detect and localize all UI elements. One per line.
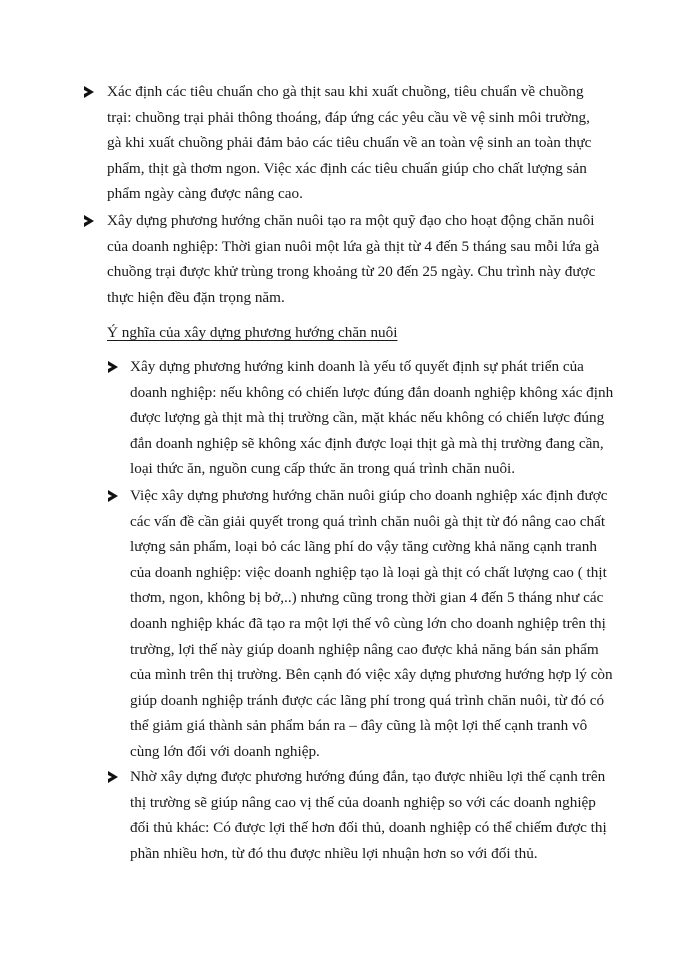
arrow-bullet-icon [108, 771, 118, 783]
arrow-bullet-icon [108, 361, 118, 373]
list-item: Nhờ xây dựng được phương hướng đúng đắn, tạo được nhiều lợi thế cạnh trên thị trường sẽ giúp nâng cao vị thế của doanh nghiệp so với các doanh nghiệp đối thủ khác: Có được lợi thế hơn đối thủ, doanh nghiệp có thể chiếm được thị phần nhiều hơn, từ đó thu được nhiều lợi nhuận hơn so với đối thủ. [130, 768, 607, 862]
arrow-bullet-icon [84, 86, 94, 98]
section-heading: Ý nghĩa của xây dựng phương hướng chăn nuôi [107, 324, 398, 341]
arrow-bullet-icon [108, 490, 118, 502]
list-item: Việc xây dựng phương hướng chăn nuôi giúp cho doanh nghiệp xác định được các vấn đề cần giải quyết trong quá trình chăn nuôi gà thịt từ đó nâng cao chất lượng sản phẩm, loại bỏ các lãng phí do vậy tăng cường khả năng cạnh tranh của doanh nghiệp: việc doanh nghiệp tạo là loại gà thịt có chất lượng cao ( thịt thơm, ngon, không bị bở,..) nhưng cũng trong thời gian 4 đến 5 tháng như các doanh nghiệp khác đã tạo ra một lợi thế vô cùng lớn cho doanh nghiệp trên thị trường, lợi thế này giúp doanh nghiệp nâng cao được khả năng bán sản phẩm của mình trên thị trường. Bên cạnh đó việc xây dựng phương hướng hợp lý còn giúp doanh nghiệp tránh được các lãng phí trong quá trình chăn nuôi, từ đó có thể giảm giá thành sản phẩm bán ra – đây cũng là một lợi thế cạnh tranh vô cùng lớn đối với doanh nghiệp. [130, 487, 613, 760]
list-item: Xác định các tiêu chuẩn cho gà thịt sau khi xuất chuồng, tiêu chuẩn về chuồng trại: chuồng trại phải thông thoáng, đáp ứng các yêu cầu về vệ sinh môi trường, gà khi xuất chuồng phải đảm bảo các tiêu chuẩn về an toàn vệ sinh an toàn thực phẩm, thịt gà thơm ngon. Việc xác định các tiêu chuẩn giúp cho chất lượng sản phẩm ngày càng được nâng cao. [107, 83, 592, 203]
list-item: Xây dựng phương hướng chăn nuôi tạo ra một quỹ đạo cho hoạt động chăn nuôi của doanh nghiệp: Thời gian nuôi một lứa gà thịt từ 4 đến 5 tháng sau mỗi lứa gà chuồng trại được khử trùng trong khoảng từ 20 đến 25 ngày. Chu trình này được thực hiện đều đặn trọng năm. [107, 212, 600, 306]
list-item: Xây dựng phương hướng kinh doanh là yếu tố quyết định sự phát triển của doanh nghiệp: nếu không có chiến lược đúng đắn doanh nghiệp không xác định được lượng gà thịt mà thị trường cần, mặt khác nếu không có chiến lược đúng đắn doanh nghiệp sẽ không xác định được loại thịt gà mà thị trường đang cần, loại thức ăn, nguồn cung cấp thức ăn trong quá trình chăn nuôi. [130, 358, 614, 478]
arrow-bullet-icon [84, 215, 94, 227]
